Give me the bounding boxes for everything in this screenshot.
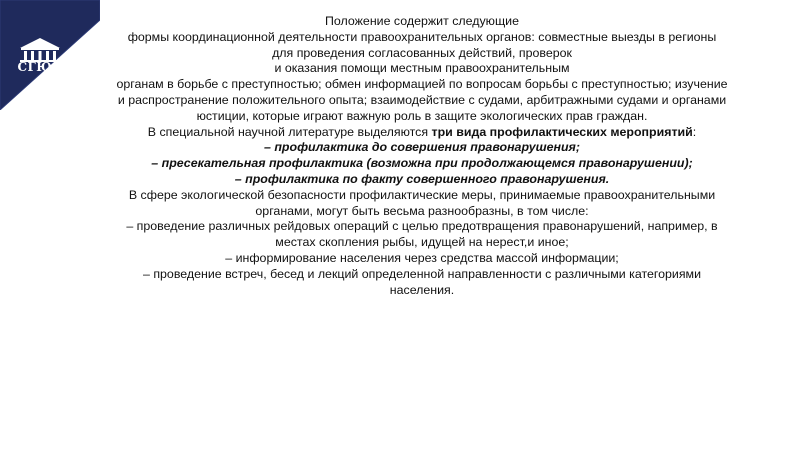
text-line: для проведения согласованных действий, проверок xyxy=(272,45,572,60)
prevention-type: – профилактика до совершения правонарушения; xyxy=(264,140,580,155)
text-line: населения. xyxy=(389,282,455,297)
text-line: – проведение встреч, бесед и лекций определенной направленности с различными категориями xyxy=(143,266,701,281)
logo-text: СГЮА xyxy=(17,60,63,74)
text-line: и распространение положительного опыта; взаимодействие с судами, арбитражными судами и органами юстиции, которые играют важную роль в защите экологических прав граждан. xyxy=(117,92,727,123)
text-line: В сфере экологической безопасности профилактические меры, принимаемые правоохранительными органами, могут быть весьма разнообразны, в том числе: xyxy=(128,187,716,218)
text-line xyxy=(112,125,732,141)
text-bold: три вида профилактических мероприятий xyxy=(431,124,693,139)
text-plain: В специальной научной литературе выделяются xyxy=(147,124,432,139)
text-line: – информирование населения через средства массой информации; xyxy=(225,250,619,265)
text-line: формы координационной деятельности правоохранительных органов: совместные выезды в регионы xyxy=(127,29,717,44)
text-line: и оказания помощи местным правоохранительным xyxy=(274,61,570,76)
prevention-type: – пресекательная профилактика (возможна при продолжающемся правонарушении); xyxy=(151,156,693,171)
prevention-type: – профилактика по факту совершенного правонарушения. xyxy=(234,171,610,186)
text-line: Положение содержит следующие xyxy=(325,14,519,28)
slide-text xyxy=(112,14,732,298)
text-colon: : xyxy=(692,124,697,139)
text-line: – проведение различных рейдовых операций с целью предотвращения правонарушений, например, в местах скопления рыбы, идущей на нерест,и иное; xyxy=(126,219,718,250)
text-line: органам в борьбе с преступностью; обмен информацией по вопросам борьбы с преступностью; изучение xyxy=(116,77,728,92)
